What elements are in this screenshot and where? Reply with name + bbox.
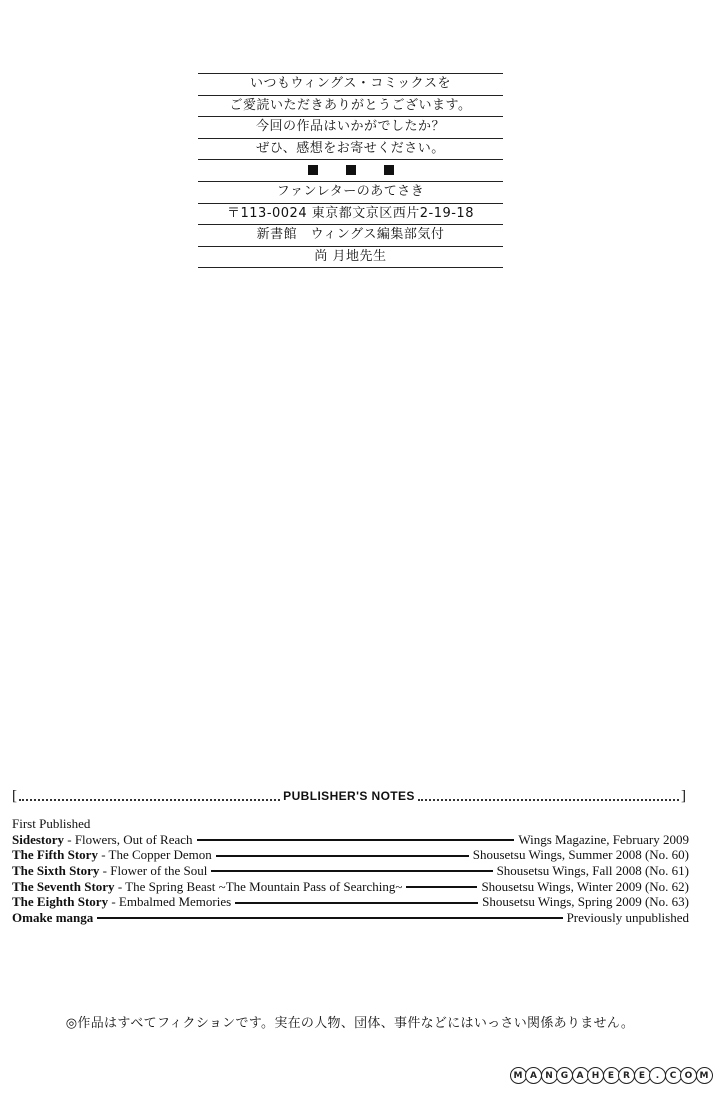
publication-entry bbox=[12, 863, 689, 879]
watermark-letter: H bbox=[587, 1067, 604, 1084]
letter-line: ぜひ、感想をお寄せください。 bbox=[198, 139, 503, 161]
entry-title: Sidestory bbox=[12, 831, 64, 847]
entry-subtitle: - Embalmed Memories bbox=[108, 894, 232, 910]
entry-title: Omake manga bbox=[12, 909, 94, 925]
watermark-letter: G bbox=[556, 1067, 573, 1084]
black-square-icon bbox=[308, 165, 318, 175]
site-watermark-logo bbox=[511, 1066, 713, 1085]
leader-line bbox=[235, 902, 478, 904]
entry-source: Shousetsu Wings, Spring 2009 (No. 63) bbox=[482, 894, 689, 910]
letter-line: 新書館 ウィングス編集部気付 bbox=[198, 225, 503, 247]
dotted-leader bbox=[418, 798, 679, 801]
watermark-letter: A bbox=[525, 1067, 542, 1084]
watermark-letter: E bbox=[634, 1067, 651, 1084]
leader-line bbox=[216, 855, 469, 857]
letter-line: ご愛読いただきありがとうございます。 bbox=[198, 96, 503, 118]
entry-title: The Fifth Story bbox=[12, 847, 98, 863]
first-published-label: First Published bbox=[12, 816, 91, 831]
watermark-letter: E bbox=[603, 1067, 620, 1084]
leader-line bbox=[211, 870, 492, 872]
publication-entry bbox=[12, 848, 689, 864]
leader-line bbox=[97, 917, 562, 919]
watermark-letter: A bbox=[572, 1067, 589, 1084]
letter-line: 尚 月地先生 bbox=[198, 247, 503, 269]
square-divider bbox=[198, 160, 503, 182]
letter-line: ファンレターのあてさき bbox=[198, 182, 503, 204]
letter-address: 〒113-0024 東京都文京区西片2-19-18 bbox=[198, 204, 503, 226]
watermark-letter: M bbox=[696, 1067, 713, 1084]
publication-entry bbox=[12, 832, 689, 848]
publication-entry bbox=[12, 894, 689, 910]
dotted-leader bbox=[19, 798, 280, 801]
entry-title: The Sixth Story bbox=[12, 862, 100, 878]
entry-title: The Seventh Story bbox=[12, 878, 115, 894]
watermark-letter: N bbox=[541, 1067, 558, 1084]
entry-title: The Eighth Story bbox=[12, 894, 109, 910]
leader-line bbox=[406, 886, 477, 888]
entry-subtitle: - The Spring Beast ~The Mountain Pass of Searching~ bbox=[114, 878, 403, 894]
leader-line bbox=[197, 839, 515, 841]
entry-source: Wings Magazine, February 2009 bbox=[518, 831, 689, 847]
entry-source: Shousetsu Wings, Summer 2008 (No. 60) bbox=[472, 847, 689, 863]
publishers-notes-header bbox=[12, 784, 686, 804]
fiction-disclaimer: ◎作品はすべてフィクションです。実在の人物、団体、事件などにはいっさい関係ありません。 bbox=[65, 1016, 635, 1031]
publication-entry bbox=[12, 910, 689, 926]
watermark-letter: R bbox=[618, 1067, 635, 1084]
publishers-notes-title: PUBLISHER'S NOTES bbox=[283, 789, 415, 803]
bracket-close: ] bbox=[681, 788, 687, 804]
black-square-icon bbox=[346, 165, 356, 175]
watermark-letter: . bbox=[649, 1067, 666, 1084]
black-square-icon bbox=[384, 165, 394, 175]
entry-source: Previously unpublished bbox=[566, 909, 689, 925]
letter-line: 今回の作品はいかがでしたか？ bbox=[198, 117, 503, 139]
watermark-letter: O bbox=[680, 1067, 697, 1084]
fan-letter-block bbox=[198, 73, 503, 268]
entry-source: Shousetsu Wings, Fall 2008 (No. 61) bbox=[496, 862, 689, 878]
publication-entry bbox=[12, 879, 689, 895]
publication-list bbox=[12, 832, 689, 926]
watermark-letter: C bbox=[665, 1067, 682, 1084]
bracket-open: [ bbox=[12, 788, 17, 804]
entry-subtitle: - Flower of the Soul bbox=[99, 862, 208, 878]
entry-subtitle: - The Copper Demon bbox=[97, 847, 212, 863]
letter-line: いつもウィングス・コミックスを bbox=[198, 74, 503, 96]
entry-source: Shousetsu Wings, Winter 2009 (No. 62) bbox=[481, 878, 689, 894]
watermark-letter: M bbox=[510, 1067, 527, 1084]
entry-subtitle: - Flowers, Out of Reach bbox=[64, 831, 193, 847]
